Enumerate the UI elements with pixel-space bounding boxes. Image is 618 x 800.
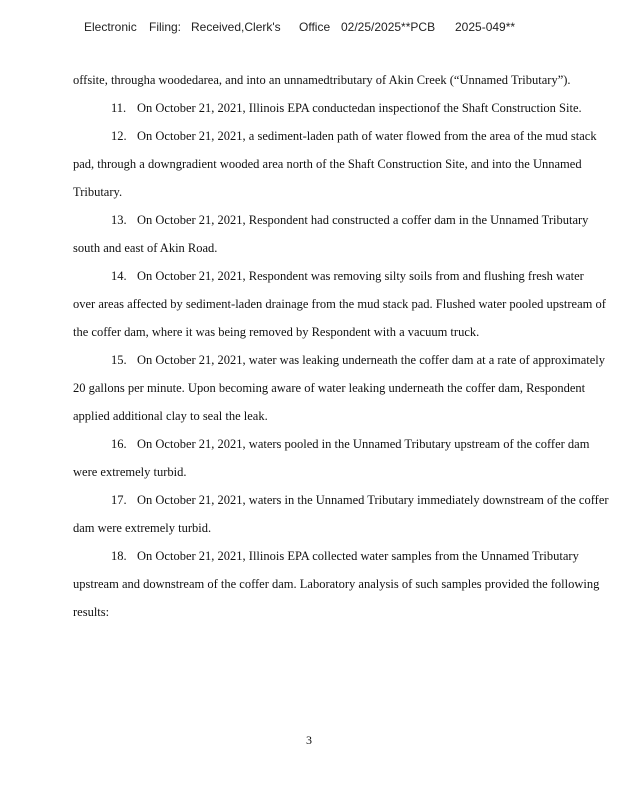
paragraph-number: 11. — [111, 101, 127, 115]
header-case: 2025-049** — [455, 20, 516, 34]
header-filing: Filing: — [149, 20, 182, 34]
paragraph-text: On October 21, 2021, a sediment-laden path of water flowed from the area of the mud stack pad, through a downgradient wooded area north of the Shaft Construction Site, and into the Unnamed Tributary. — [73, 129, 597, 199]
paragraph-text: offsite, througha woodedarea, and into an unnamedtributary of Akin Creek (“Unnamed Tributary”). — [73, 73, 571, 87]
paragraph-13 — [73, 206, 609, 262]
paragraph-number: 17. — [111, 493, 127, 507]
paragraph-number: 14. — [111, 269, 127, 283]
paragraph-continued — [73, 66, 609, 94]
document-body — [73, 66, 609, 626]
header-electronic: Electronic — [84, 20, 137, 34]
paragraph-text: On October 21, 2021, Illinois EPA collected water samples from the Unnamed Tributary upstream and downstream of the coffer dam. Laboratory analysis of such samples provided the following results: — [73, 549, 600, 619]
paragraph-number: 15. — [111, 353, 127, 367]
paragraph-16 — [73, 430, 609, 486]
paragraph-11 — [73, 94, 609, 122]
paragraph-15 — [73, 346, 609, 430]
header-received: Received,Clerk's — [191, 20, 281, 34]
header-office: Office — [299, 20, 331, 34]
paragraph-17 — [73, 486, 609, 542]
paragraph-number: 13. — [111, 213, 127, 227]
paragraph-text: On October 21, 2021, water was leaking underneath the coffer dam at a rate of approximately 20 gallons per minute. Upon becoming aware of water leaking underneath the coffer dam, Respondent applied additional clay to seal the leak. — [73, 353, 605, 423]
paragraph-text: On October 21, 2021, waters pooled in the Unnamed Tributary upstream of the coffer dam were extremely turbid. — [73, 437, 590, 479]
paragraph-text: On October 21, 2021, Illinois EPA conductedan inspectionof the Shaft Construction Site. — [137, 101, 582, 115]
paragraph-number: 12. — [111, 129, 127, 143]
paragraph-number: 18. — [111, 549, 127, 563]
paragraph-12 — [73, 122, 609, 206]
paragraph-text: On October 21, 2021, waters in the Unnamed Tributary immediately downstream of the coffer dam were extremely turbid. — [73, 493, 609, 535]
paragraph-number: 16. — [111, 437, 127, 451]
paragraph-14 — [73, 262, 609, 346]
paragraph-text: On October 21, 2021, Respondent was removing silty soils from and flushing fresh water over areas affected by sediment-laden drainage from the mud stack pad. Flushed water pooled upstream of the coffer dam, where it was being removed by Respondent with a vacuum truck. — [73, 269, 606, 339]
paragraph-18 — [73, 542, 609, 626]
paragraph-text: On October 21, 2021, Respondent had constructed a coffer dam in the Unnamed Tributary south and east of Akin Road. — [73, 213, 589, 255]
page-number: 3 — [306, 733, 312, 747]
header-date: 02/25/2025**PCB — [341, 20, 436, 34]
